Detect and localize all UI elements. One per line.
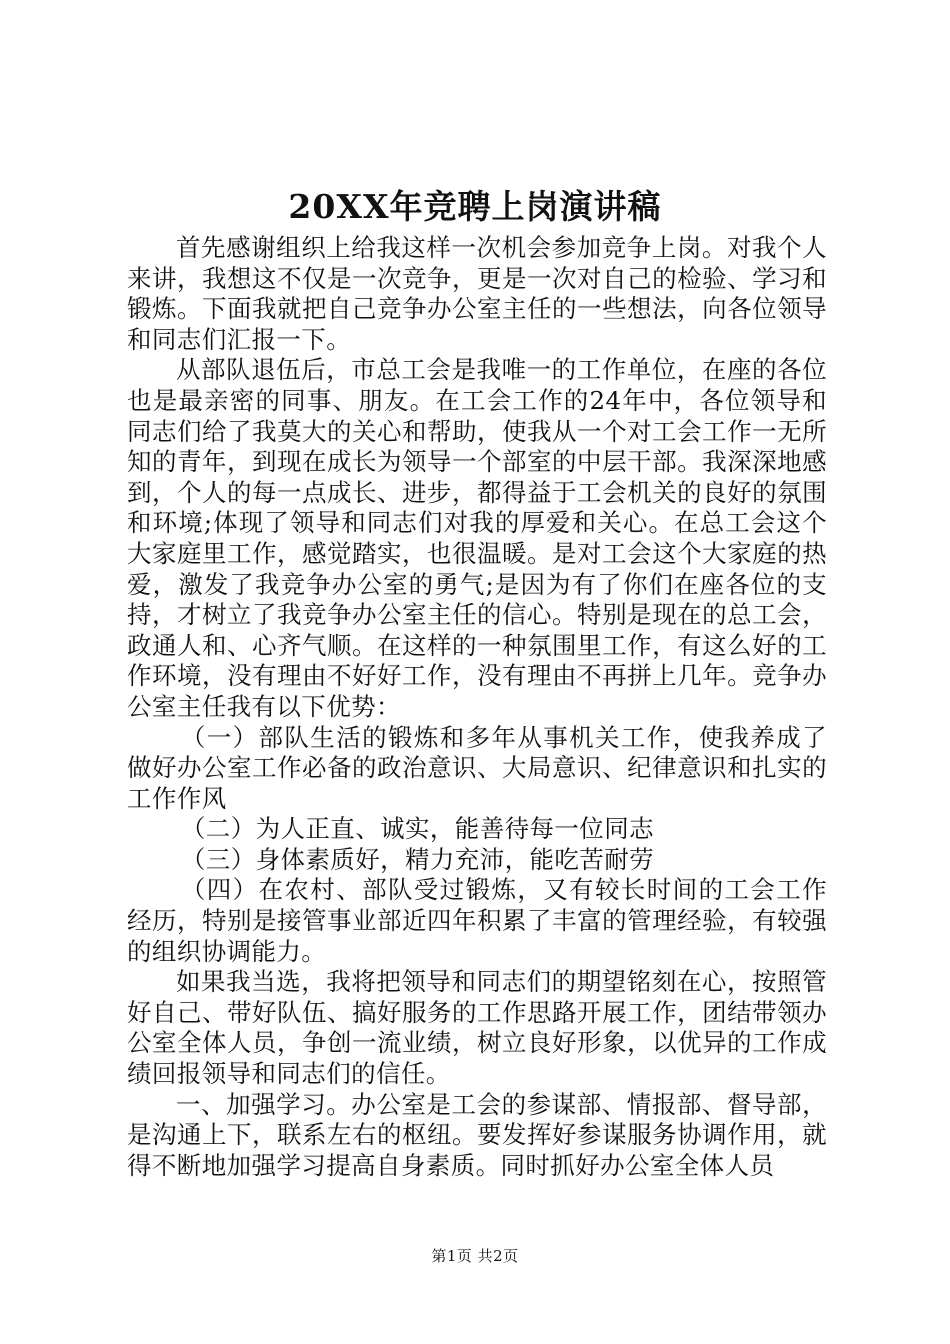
advantage-item-3: （三）身体素质好，精力充沛，能吃苦耐劳 <box>180 844 654 874</box>
paragraph-background: 从部队退伍后，市总工会是我唯一的工作单位，在座的各位也是最亲密的同事、朋友。在工会工作的24年中，各位领导和同志们给了我莫大的关心和帮助，使我从一个对工会工作一无所知的青年，到现在成长为领导一个部室的中层干部。我深深地感到，个人的每一点成长、进步，都得益于工会机关的良好的氛围和环境;体现了领导和同志们对我的厚爱和关心。在总工会这个大家庭里工作，感觉踏实，也很温暖。是对工会这个大家庭的热爱，激发了我竞争办公室的勇气;是因为有了你们在座各位的支持，才树立了我竞争办公室主任的信心。特别是现在的总工会，政通人和、心齐气顺。在这样的一种氛围里工作，有这么好的工作环境，没有理由不好好工作，没有理由不再拼上几年。竞争办公室主任我有以下优势： <box>127 355 827 721</box>
advantage-item-1: （一）部队生活的锻炼和多年从事机关工作，使我养成了做好办公室工作必备的政治意识、大局意识、纪律意识和扎实的工作作风 <box>127 722 827 813</box>
advantage-item-2: （二）为人正直、诚实，能善待每一位同志 <box>180 814 654 844</box>
document-title: 20XX年竞聘上岗演讲稿 <box>288 187 662 226</box>
page-number-footer: 第1页 共2页 <box>431 1247 519 1265</box>
document-body <box>127 233 827 1181</box>
paragraph-intro: 首先感谢组织上给我这样一次机会参加竞争上岗。对我个人来讲，我想这不仅是一次竞争，更是一次对自己的检验、学习和锻炼。下面我就把自己竞争办公室主任的一些想法，向各位领导和同志们汇报一下。 <box>127 233 827 354</box>
paragraph-commitment: 如果我当选，我将把领导和同志们的期望铭刻在心，按照管好自己、带好队伍、搞好服务的工作思路开展工作，团结带领办公室全体人员，争创一流业绩，树立良好形象，以优异的工作成绩回报领导和同志们的信任。 <box>127 967 827 1089</box>
paragraph-plan-1: 一、加强学习。办公室是工会的参谋部、情报部、督导部，是沟通上下，联系左右的枢纽。要发挥好参谋服务协调作用，就得不断地加强学习提高自身素质。同时抓好办公室全体人员 <box>127 1089 827 1180</box>
advantage-item-4: （四）在农村、部队受过锻炼，又有较长时间的工会工作经历，特别是接管事业部近四年积累了丰富的管理经验，有较强的组织协调能力。 <box>127 875 827 966</box>
